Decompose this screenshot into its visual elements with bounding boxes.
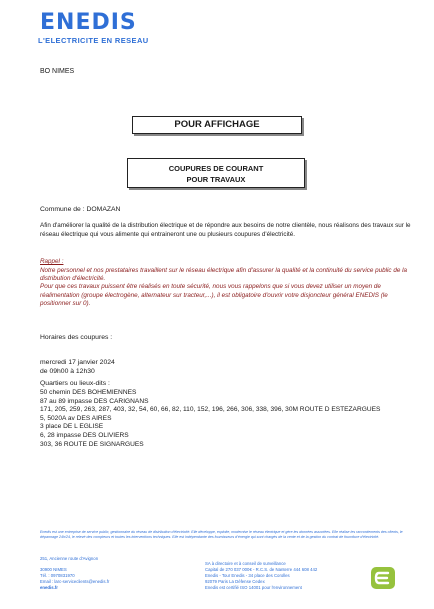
rappel-line-2: Pour que ces travaux puissent être réalisés en toute sécurité, nous vous rappelons que si vous devez utiliser un moyen de réalimentation (groupe électrogène, alternateur sur tracteur,...), il est obligatoire d'ouvrir votre disjoncteur général ENEDIS (le positionner sur 0). [40, 283, 388, 307]
rappel-line-1: Notre personnel et nos prestataires travaillent sur le réseau électrique afin d'assurer la qualité et la continuité du service public de la distribution d'électricité. [40, 267, 407, 283]
schedule [40, 358, 115, 376]
quartier-item: 50 chemin DES BOHEMIENNES [40, 389, 137, 396]
footer-corporate [205, 561, 317, 591]
coupures-title-line1: COUPURES DE COURANT [168, 164, 264, 173]
commune-label: Commune de : DOMAZAN [40, 206, 121, 213]
horaires-label: Horaires des coupures : [40, 334, 113, 341]
schedule-date: mercredi 17 janvier 2024 [40, 359, 115, 366]
website-link[interactable]: enedis.fr [40, 585, 58, 590]
quartier-item: 3 place DE L EGLISE [40, 423, 104, 431]
enedis-symbol-icon [370, 566, 396, 590]
corporate-line: Enedis est certifié ISO 14001 pour l'environnement [205, 584, 302, 590]
address-line: Tél. : 0970831970 [40, 573, 75, 578]
address-line: Email : larc-serviceclients@enedis.fr [40, 579, 110, 584]
quartier-item: 6, 28 impasse DES OLIVIERS [40, 431, 129, 439]
corporate-line: 92079 Paris La Défense Cedex [205, 578, 265, 584]
schedule-time: de 09h00 à 12h30 [40, 368, 95, 375]
coupures-title-line2: POUR TRAVAUX [186, 175, 246, 184]
quartier-item: 5, 5020A av DES AIRES [40, 414, 112, 422]
rappel-title: Rappel : [40, 258, 64, 265]
logo-tagline: L'ELECTRICITE EN RESEAU [38, 36, 149, 45]
address-line: 251, Ancienne route d'Avignon [40, 556, 99, 561]
footer-legal-text: Enedis est une entreprise de service public, gestionnaire du réseau de distribution d'électricité. Elle développe, exploite, modernise le réseau électrique et gère les données associées. Elle réalise les raccordements des clients, le dépannage 24h/24, le relevé des compteurs et toutes les interventions techniques. Elle est indépendante des fournisseurs d'énergie qui sont chargés de la vente et de la gestion du contrat de fourniture d'électricité. [40, 530, 403, 539]
intro-paragraph: Afin d'améliorer la qualité de la distribution électrique et de répondre aux besoins de notre clientèle, nous réalisons des travaux sur le réseau électrique qui vous alimente qui entraineront une ou plusieurs coupures d'électricité. [40, 222, 411, 238]
affichage-box: POUR AFFICHAGE [132, 116, 302, 134]
office-name: BO NIMES [40, 68, 75, 75]
address-line: 30900 NIMES [40, 567, 67, 572]
enedis-logo: ENEDIS [40, 10, 137, 35]
rappel-text [40, 267, 412, 308]
footer-address [40, 556, 109, 591]
corporate-line: Capital de 270 037 000€ - R.C.S. de Nanterre 444 608 442 [205, 566, 318, 572]
quartiers-label: Quartiers ou lieux-dits : [40, 380, 110, 387]
corporate-line: Enedis - Tour Enedis - 34 place des Corolles [205, 572, 290, 578]
quartier-item: 87 au 89 impasse DES CARIGNANS [40, 397, 149, 405]
quartier-item: 171, 205, 259, 263, 287, 403, 32, 54, 60, 66, 82, 110, 152, 196, 266, 306, 338, 396, 30M ROUTE D ESTEZARGUES [40, 406, 381, 414]
quartier-item: 303, 36 ROUTE DE SIGNARGUES [40, 440, 144, 448]
coupures-box [127, 158, 305, 188]
corporate-line: SA à directoire et à conseil de surveillance [205, 561, 286, 566]
quartiers-list [40, 389, 420, 449]
